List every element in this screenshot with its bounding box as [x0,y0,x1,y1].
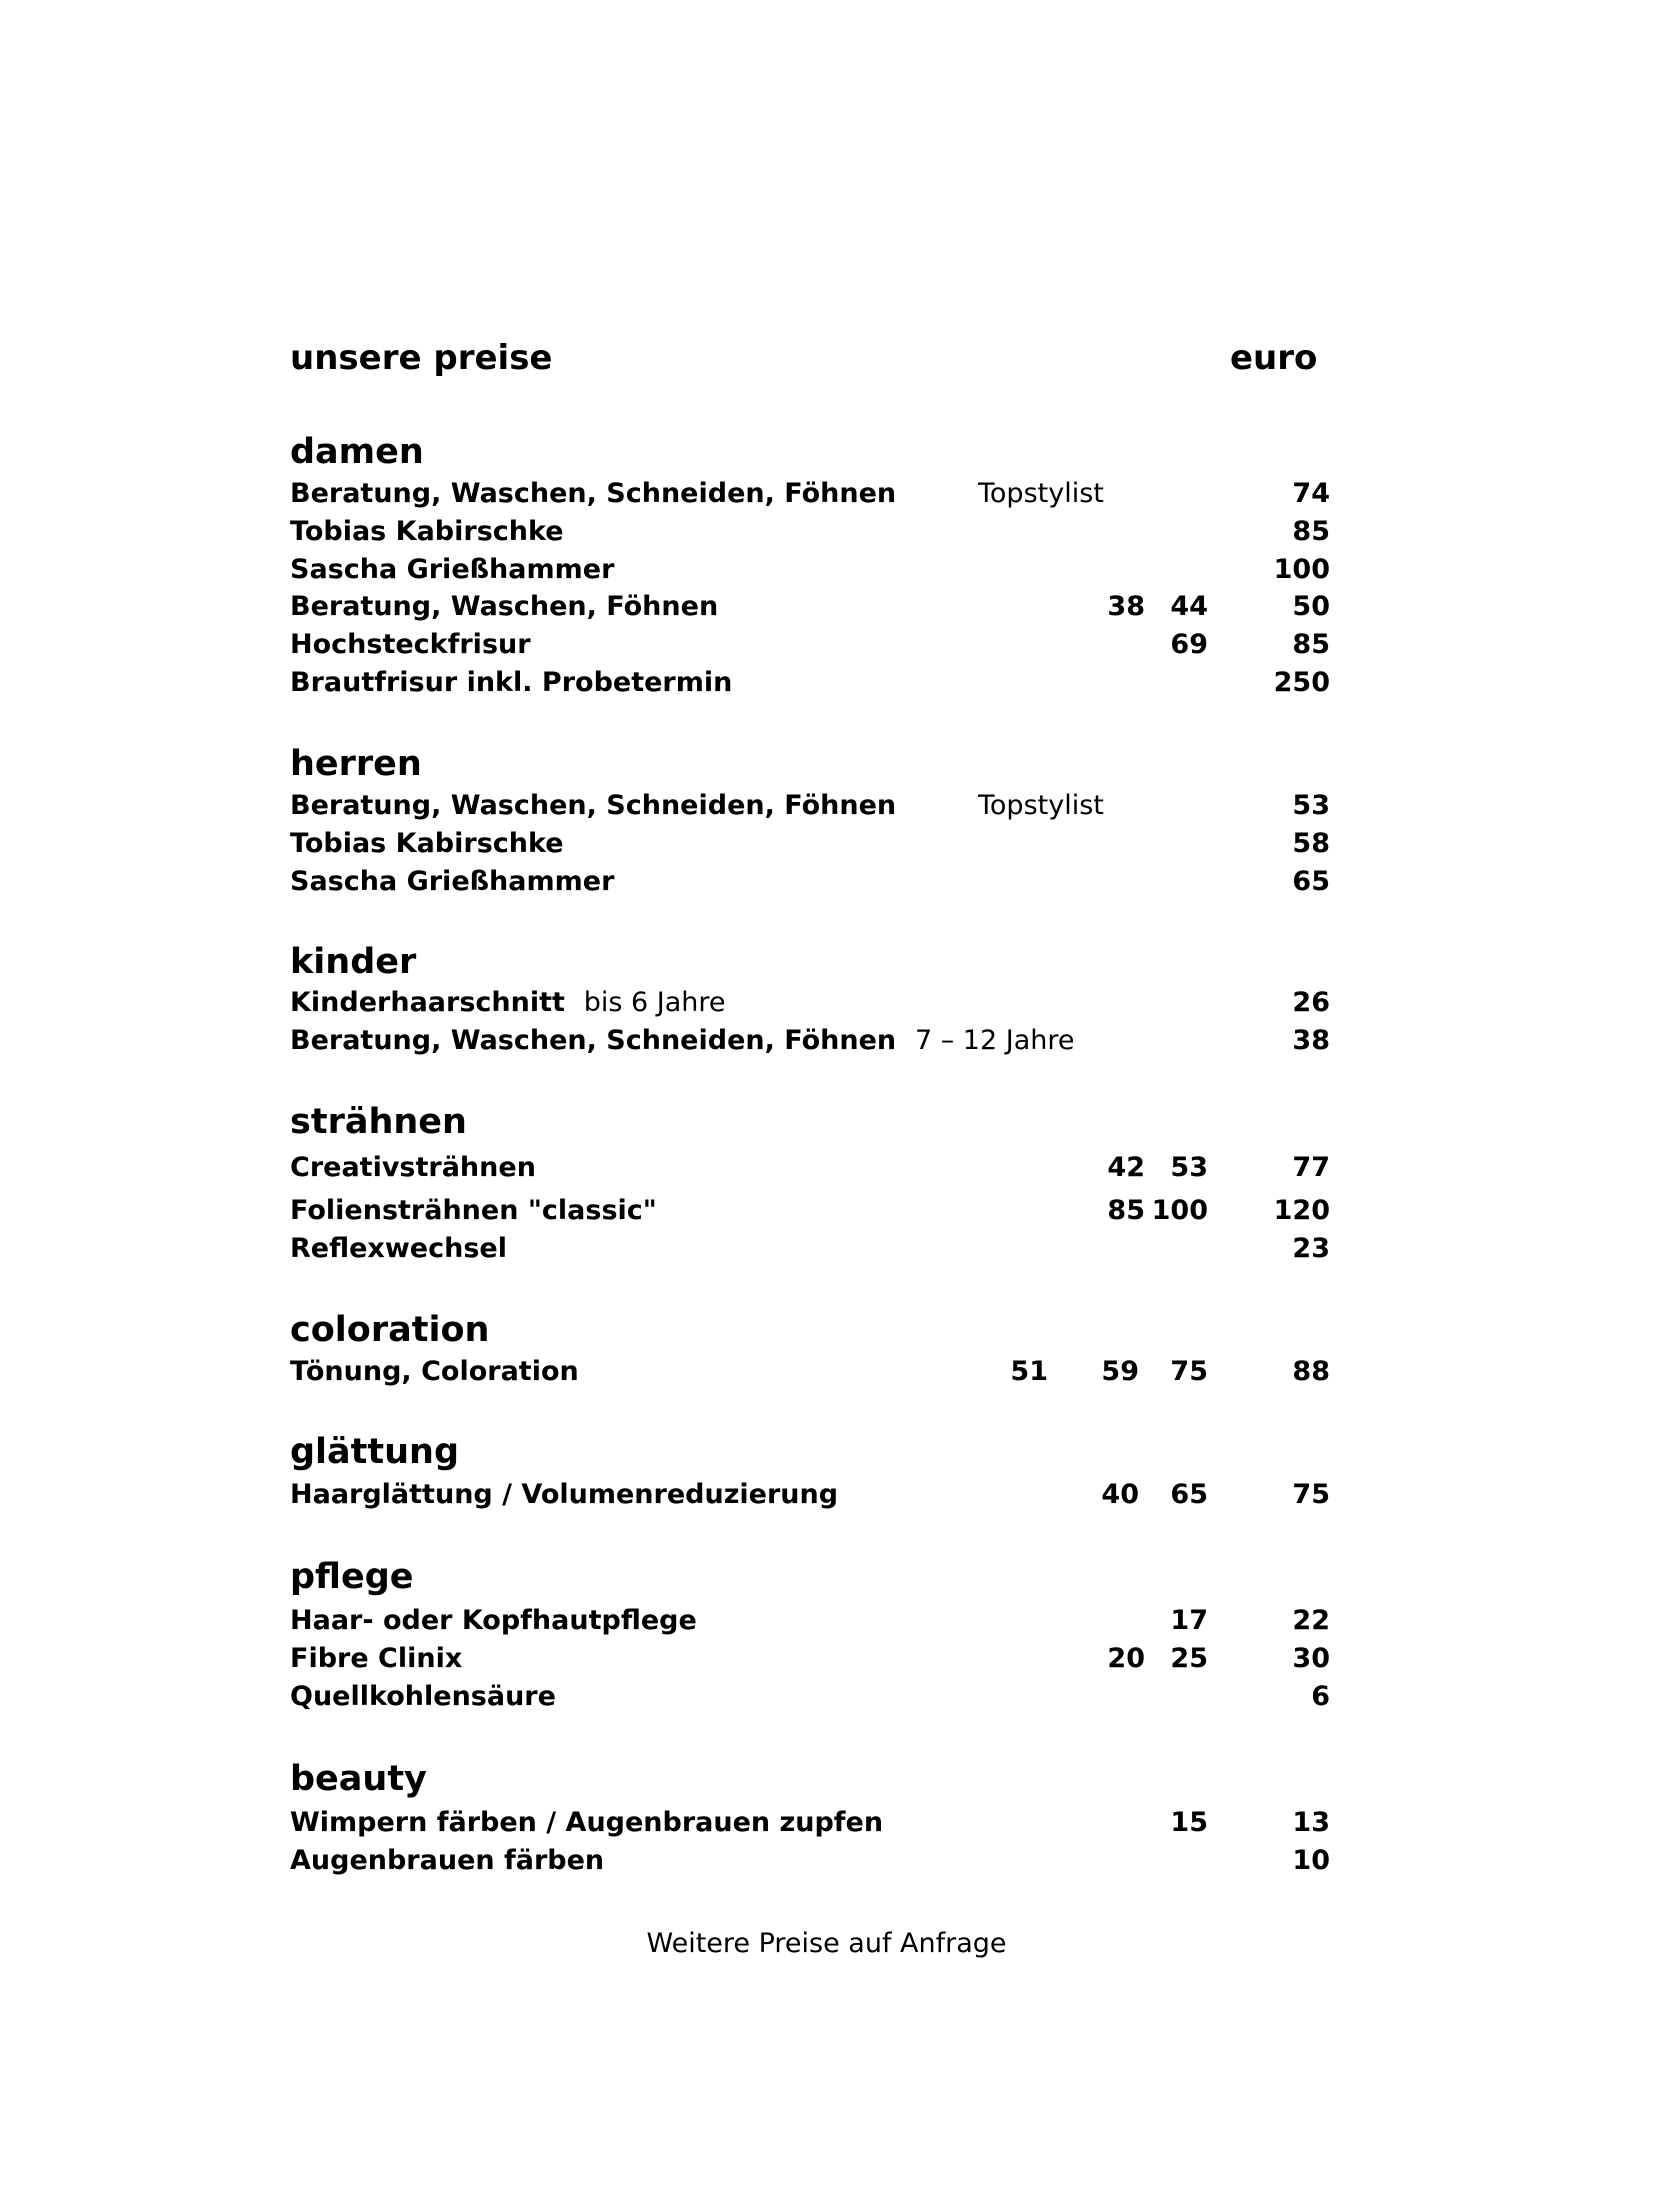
price-value: 75 [1292,1479,1330,1510]
price-value: 75 [1170,1356,1208,1387]
price-value: 100 [1151,1195,1208,1226]
price-value: 88 [1292,1356,1330,1387]
price-value: 25 [1170,1643,1208,1674]
service-label: Beratung, Waschen, Schneiden, Föhnen [290,790,897,821]
age-note: bis 6 Jahre [583,987,726,1018]
service-label: Reflexwechsel [290,1233,507,1264]
price-row [0,554,1653,592]
section-heading-pflege: pflege [290,1557,414,1597]
service-label: Foliensträhnen "classic" [290,1195,657,1226]
price-value: 38 [1107,591,1145,622]
price-value: 120 [1273,1195,1330,1226]
price-value: 53 [1292,790,1330,821]
service-label: Augenbrauen färben [290,1845,605,1876]
page-title: unsere preise [290,338,553,378]
price-row [0,1681,1653,1719]
price-value: 50 [1292,591,1330,622]
section-heading-beauty: beauty [290,1759,427,1799]
service-label: Hochsteckfrisur [290,629,531,660]
price-value: 23 [1292,1233,1330,1264]
price-value: 17 [1170,1605,1208,1636]
price-row [0,866,1653,904]
price-row [0,1643,1653,1681]
price-row [0,1479,1653,1517]
price-value: 15 [1170,1807,1208,1838]
price-value: 69 [1170,629,1208,660]
service-label: Sascha Grießhammer [290,554,615,585]
price-value: 40 [1101,1479,1139,1510]
price-row [0,1845,1653,1883]
price-value: 42 [1107,1152,1145,1183]
price-row [0,591,1653,629]
price-row [0,1195,1653,1233]
stylist-tag: Topstylist [978,478,1104,509]
stylist-tag: Topstylist [978,790,1104,821]
price-value: 51 [1010,1356,1048,1387]
service-label [290,987,726,1018]
price-value: 85 [1292,629,1330,660]
price-row [0,1605,1653,1643]
price-row [0,828,1653,866]
price-value: 85 [1292,516,1330,547]
price-value: 44 [1170,591,1208,622]
section-heading-herren: herren [290,744,422,784]
service-label: Haarglättung / Volumenreduzierung [290,1479,839,1510]
price-row [0,1356,1653,1394]
price-value: 58 [1292,828,1330,859]
price-value: 13 [1292,1807,1330,1838]
price-row [0,478,1653,516]
service-name: Beratung, Waschen, Schneiden, Föhnen [290,1025,897,1056]
service-label: Wimpern färben / Augenbrauen zupfen [290,1807,884,1838]
price-value: 85 [1107,1195,1145,1226]
price-value: 65 [1170,1479,1208,1510]
section-heading-straehnen: strähnen [290,1102,467,1142]
service-label: Sascha Grießhammer [290,866,615,897]
price-value: 250 [1273,667,1330,698]
price-value: 22 [1292,1605,1330,1636]
price-value: 100 [1273,554,1330,585]
service-name: Kinderhaarschnitt [290,987,565,1018]
price-value: 65 [1292,866,1330,897]
price-row [0,1807,1653,1845]
service-label: Tönung, Coloration [290,1356,579,1387]
price-value: 6 [1311,1681,1330,1712]
service-label: Beratung, Waschen, Schneiden, Föhnen [290,478,897,509]
footer-note: Weitere Preise auf Anfrage [646,1928,1007,1959]
currency-header: euro [1230,338,1318,378]
price-value: 59 [1101,1356,1139,1387]
section-heading-kinder: kinder [290,942,417,982]
price-row [0,629,1653,667]
service-label: Haar- oder Kopfhautpflege [290,1605,697,1636]
price-value: 38 [1292,1025,1330,1056]
price-row [0,516,1653,554]
service-label: Tobias Kabirschke [290,516,564,547]
price-value: 74 [1292,478,1330,509]
price-value: 26 [1292,987,1330,1018]
price-value: 20 [1107,1643,1145,1674]
service-label: Quellkohlensäure [290,1681,556,1712]
section-heading-damen: damen [290,432,424,472]
price-row [0,1152,1653,1190]
service-label: Tobias Kabirschke [290,828,564,859]
price-value: 10 [1292,1845,1330,1876]
price-row [0,987,1653,1025]
service-label [290,1025,1075,1056]
age-note: 7 – 12 Jahre [914,1025,1075,1056]
service-label: Beratung, Waschen, Föhnen [290,591,719,622]
section-heading-glaettung: glättung [290,1432,460,1472]
price-value: 30 [1292,1643,1330,1674]
price-row [0,1025,1653,1063]
price-row [0,667,1653,705]
price-value: 77 [1292,1152,1330,1183]
section-heading-coloration: coloration [290,1310,490,1350]
price-row [0,790,1653,828]
price-row [0,1233,1653,1271]
service-label: Fibre Clinix [290,1643,463,1674]
price-value: 53 [1170,1152,1208,1183]
service-label: Brautfrisur inkl. Probetermin [290,667,733,698]
service-label: Creativsträhnen [290,1152,536,1183]
